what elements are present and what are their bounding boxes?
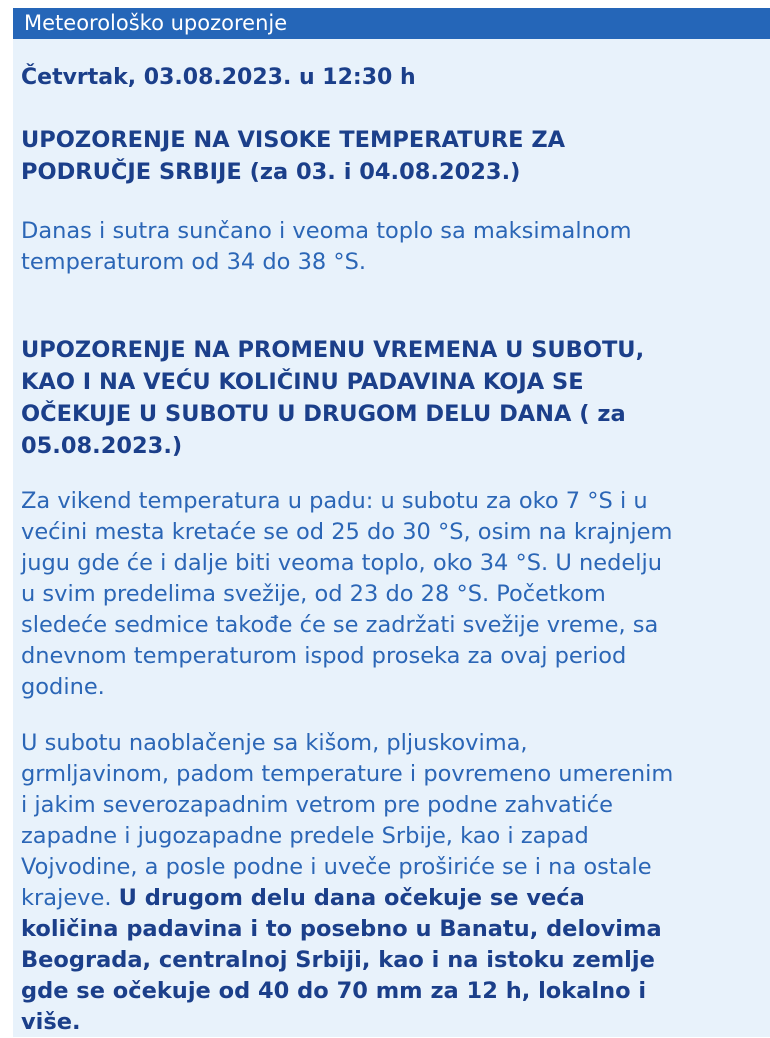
warning-title-high-temperature: UPOZORENJE NA VISOKE TEMPERATURE ZA PODRUČJE SRBIJE (za 03. i 04.08.2023.) xyxy=(21,127,566,185)
precipitation-paragraph xyxy=(21,728,770,1038)
warning-text-high-temperature: Danas i sutra sunčano i veoma toplo sa maksimalnom temperaturom od 34 do 38 °S. xyxy=(21,218,632,275)
weekend-temperature-paragraph: Za vikend temperatura u padu: u subotu za oko 7 °S i u većini mesta kretaće se od 25 do 30 °S, osim na krajnjem jugu gde će i dalje biti veoma toplo, oko 34 °S. U nedelju u svim predelima svežije, od 23 do 28 °S. Početkom sledeće sedmice takođe će se zadržati svežije vreme, sa dnevnom temperaturom ispod proseka za ovaj period godine. xyxy=(21,488,673,700)
precipitation-text-normal: U subotu naoblačenje sa kišom, pljuskovima, grmljavinom, padom temperature i povremeno umerenim i jakim severozapadnim vetrom pre podne zahvatiće zapadne i jugozapadne predele Srbije, kao i zapad Vojvodine, a posle podne i uveče proširiće se i na ostale krajeve. xyxy=(21,730,674,911)
date-line: Četvrtak, 03.08.2023. u 12:30 h xyxy=(21,65,416,90)
panel-header: Meteorološko upozorenje xyxy=(13,8,770,39)
precipitation-text-bold: U drugom delu dana očekuje se veća količina padavina i to posebno u Banatu, delovima Beograda, centralnoj Srbiji, kao i na istoku zemlje gde se očekuje od 40 do 70 mm za 12 h, lokalno i više. xyxy=(21,885,662,1035)
warning-content xyxy=(21,62,770,1038)
warning-title-weather-change: UPOZORENJE NA PROMENU VREMENA U SUBOTU, KAO I NA VEĆU KOLIČINU PADAVINA KOJA SE OČEKUJE U SUBOTU U DRUGOM DELU DANA ( za 05.08.2023.) xyxy=(21,337,645,459)
